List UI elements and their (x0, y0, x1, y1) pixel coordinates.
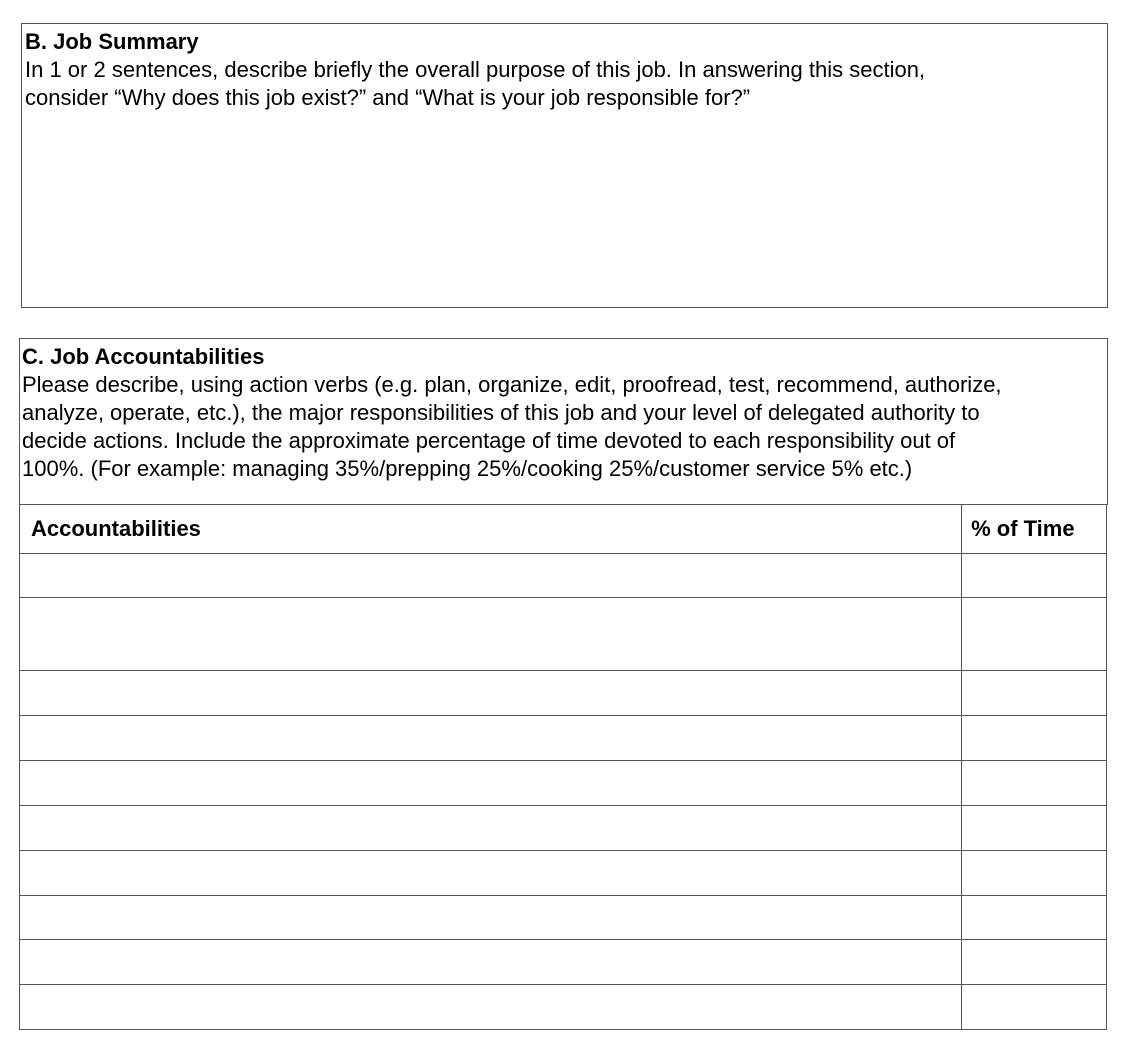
percent-of-time-cell[interactable] (962, 761, 1107, 806)
percent-of-time-cell[interactable] (962, 940, 1107, 985)
accountability-cell[interactable] (20, 985, 962, 1030)
table-row (20, 896, 1107, 940)
job-accountabilities-instructions-line-1: Please describe, using action verbs (e.g. plan, organize, edit, proofread, test, recommend, authorize, (22, 372, 1002, 397)
table-row (20, 598, 1107, 671)
job-summary-instructions-line-2: consider “Why does this job exist?” and “What is your job responsible for?” (25, 85, 751, 110)
job-accountabilities-instructions-line-3: decide actions. Include the approximate percentage of time devoted to each responsibility out of (22, 428, 956, 453)
accountability-cell[interactable] (20, 896, 962, 940)
percent-of-time-cell[interactable] (962, 554, 1107, 598)
accountability-cell[interactable] (20, 671, 962, 716)
percent-of-time-cell[interactable] (962, 671, 1107, 716)
table-row (20, 554, 1107, 598)
job-summary-heading: B. Job Summary (25, 29, 199, 54)
accountability-cell[interactable] (20, 940, 962, 985)
table-row (20, 671, 1107, 716)
accountabilities-column-header: Accountabilities (20, 505, 962, 554)
table-row (20, 761, 1107, 806)
job-accountabilities-header (19, 338, 1108, 505)
accountabilities-table (19, 504, 1107, 1030)
job-summary-answer-area[interactable] (25, 112, 1107, 302)
percent-of-time-cell[interactable] (962, 716, 1107, 761)
table-row (20, 985, 1107, 1030)
table-row (20, 716, 1107, 761)
accountabilities-table-header-row (20, 505, 1107, 554)
table-row (20, 851, 1107, 896)
percent-of-time-cell[interactable] (962, 598, 1107, 671)
job-summary-section (21, 23, 1108, 308)
percent-of-time-cell[interactable] (962, 896, 1107, 940)
accountability-cell[interactable] (20, 598, 962, 671)
percent-of-time-cell[interactable] (962, 985, 1107, 1030)
job-accountabilities-heading: C. Job Accountabilities (22, 344, 265, 369)
percent-of-time-cell[interactable] (962, 806, 1107, 851)
job-accountabilities-instructions-line-4: 100%. (For example: managing 35%/prepping 25%/cooking 25%/customer service 5% etc.) (22, 456, 913, 481)
accountability-cell[interactable] (20, 761, 962, 806)
accountability-cell[interactable] (20, 716, 962, 761)
accountability-cell[interactable] (20, 851, 962, 896)
accountability-cell[interactable] (20, 806, 962, 851)
table-row (20, 940, 1107, 985)
percent-of-time-cell[interactable] (962, 851, 1107, 896)
accountability-cell[interactable] (20, 554, 962, 598)
job-accountabilities-section (19, 338, 1107, 1038)
job-accountabilities-instructions-line-2: analyze, operate, etc.), the major responsibilities of this job and your level of delegated authority to (22, 400, 980, 425)
job-summary-instructions-line-1: In 1 or 2 sentences, describe briefly the overall purpose of this job. In answering this section, (25, 57, 926, 82)
percent-of-time-column-header: % of Time (962, 505, 1107, 554)
table-row (20, 806, 1107, 851)
